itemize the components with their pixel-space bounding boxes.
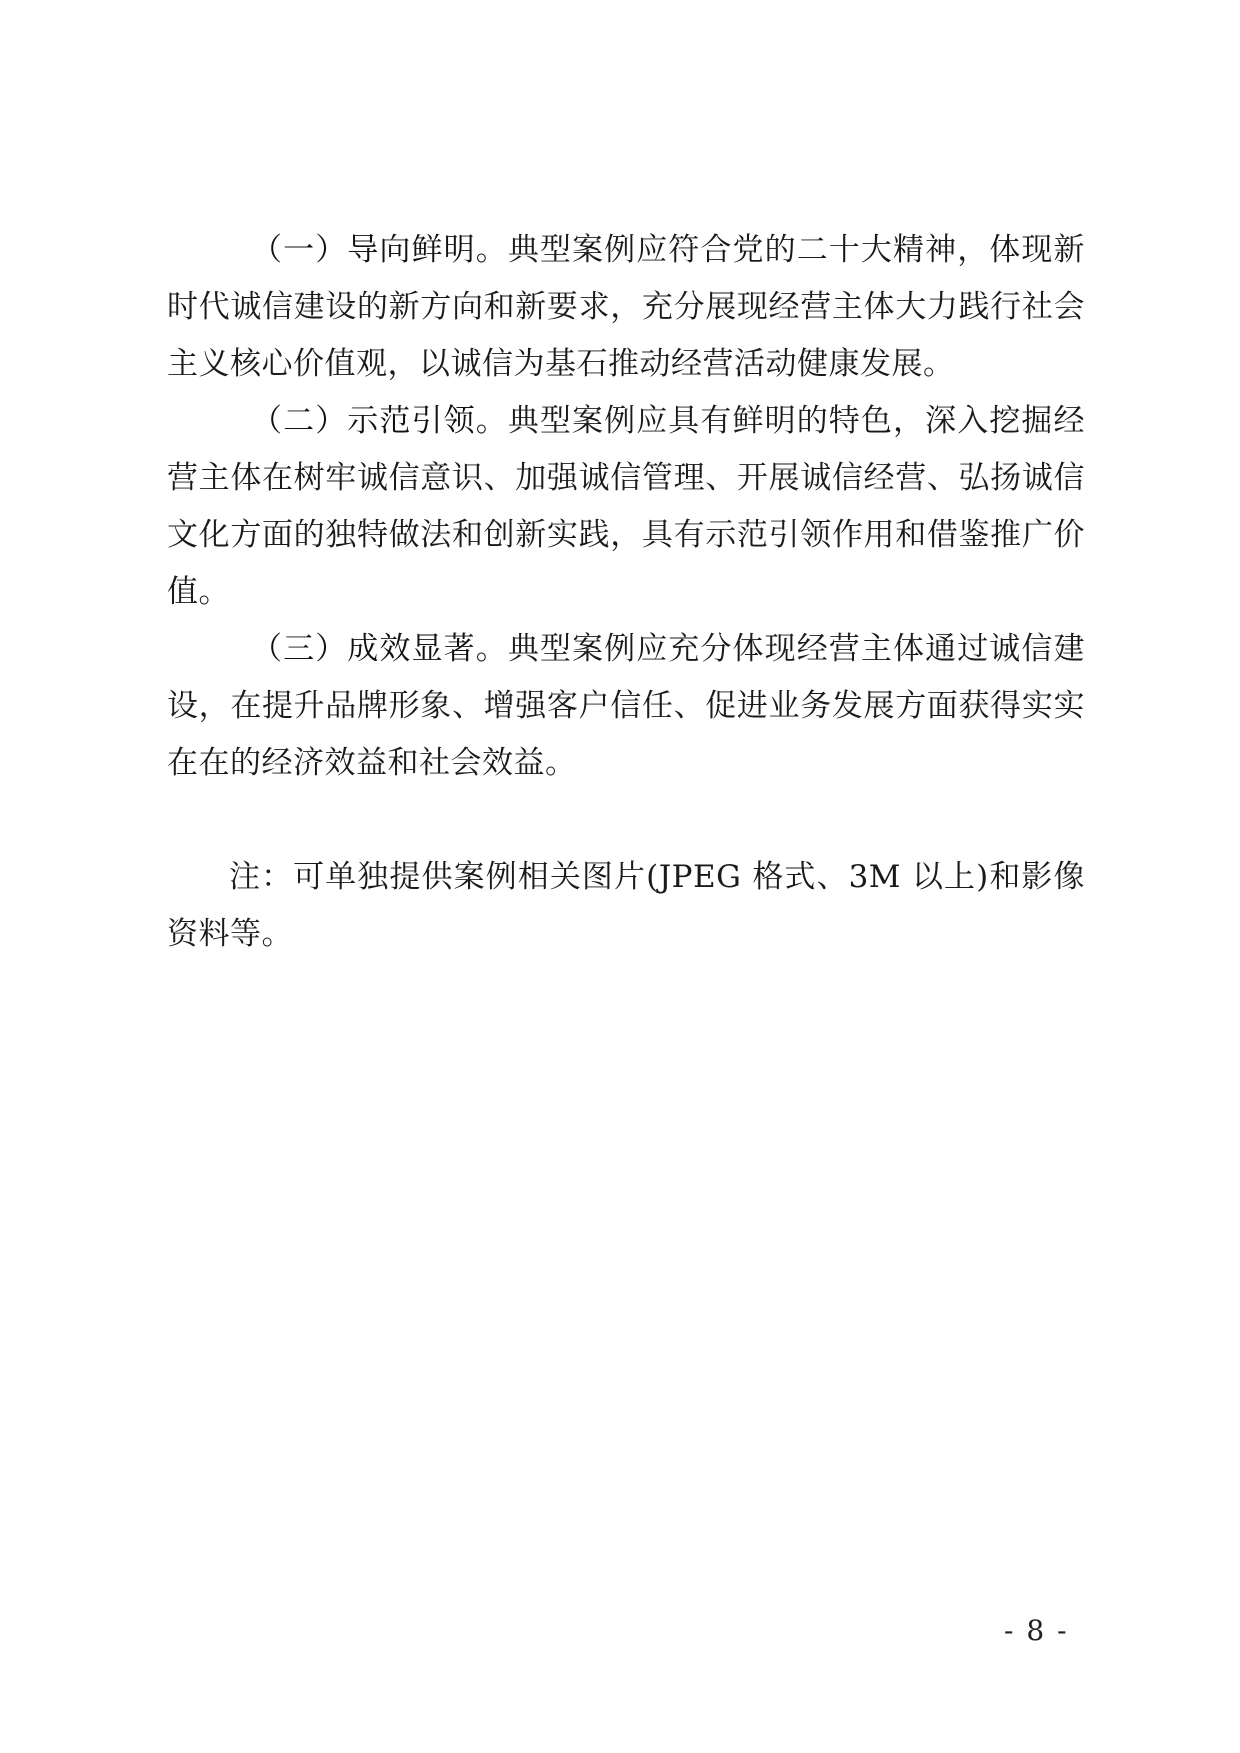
document-page bbox=[167, 222, 1085, 963]
criteria-paragraph-1 bbox=[167, 222, 1085, 393]
criteria-heading-1: （一）导向鲜明。 bbox=[251, 232, 508, 268]
note-paragraph: 注：可单独提供案例相关图片(JPEG 格式、3M 以上)和影像资料等。 bbox=[167, 859, 1085, 952]
criteria-body-1: 典型案例应符合党的二十大精神，体现新时代诚信建设的新方向和新要求，充分展现经营主体大力践行社会主义核心价值观，以诚信为基石推动经营活动健康发展。 bbox=[167, 232, 1086, 382]
criteria-body-3: 典型案例应充分体现经营主体通过诚信建设，在提升品牌形象、增强客户信任、促进业务发展方面获得实实在在的经济效益和社会效益。 bbox=[167, 631, 1086, 781]
criteria-heading-3: （三）成效显著。 bbox=[251, 631, 508, 667]
page-number: - 8 - bbox=[1004, 1614, 1069, 1647]
criteria-heading-2: （二）示范引领。 bbox=[251, 403, 508, 439]
criteria-body-2: 典型案例应具有鲜明的特色，深入挖掘经营主体在树牢诚信意识、加强诚信管理、开展诚信经营、弘扬诚信文化方面的独特做法和创新实践，具有示范引领作用和借鉴推广价值。 bbox=[167, 403, 1086, 610]
criteria-paragraph-3 bbox=[167, 621, 1085, 792]
criteria-paragraph-2 bbox=[167, 393, 1085, 621]
